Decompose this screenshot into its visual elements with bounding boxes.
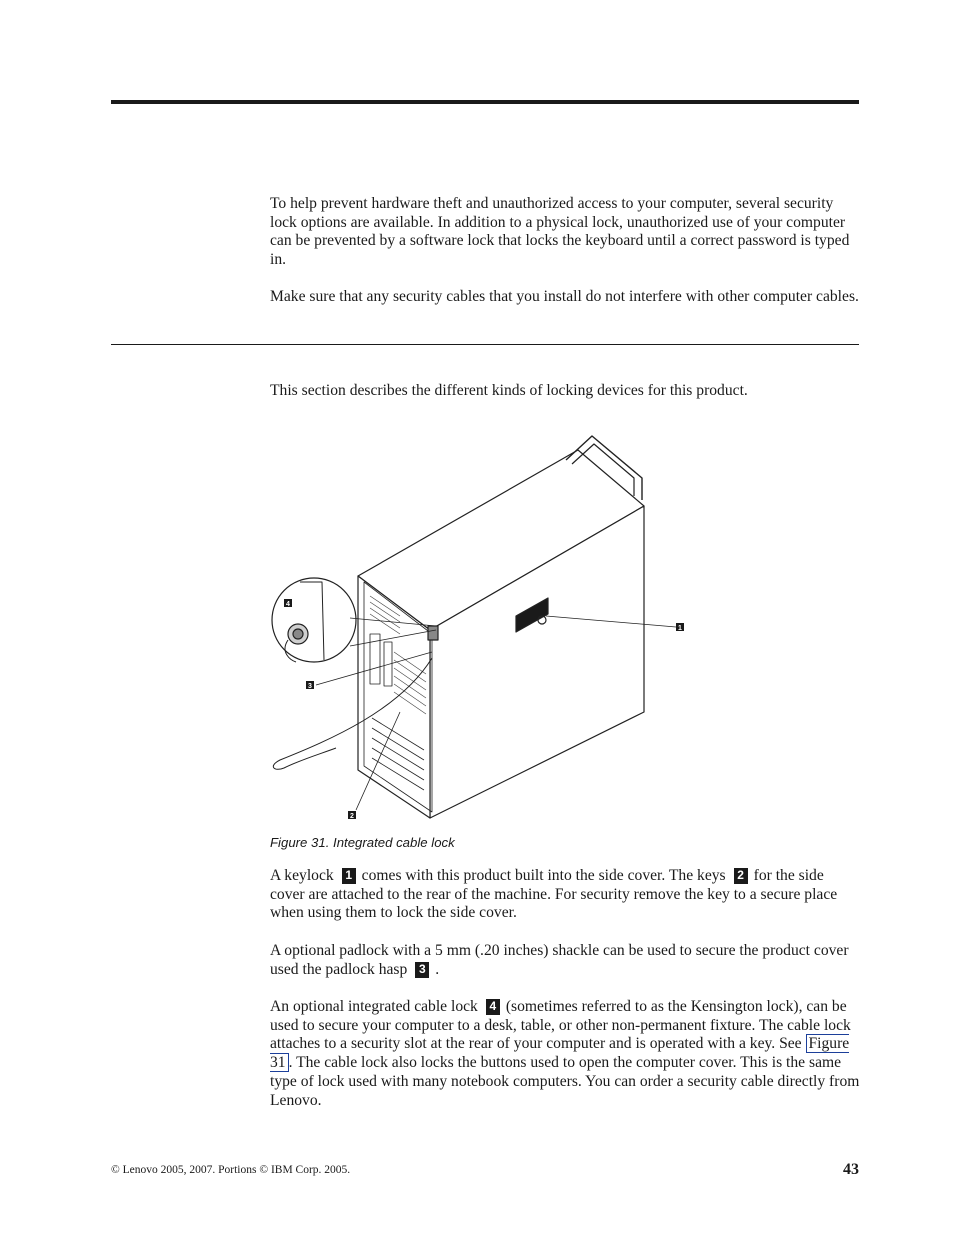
callout-3: 3 (308, 683, 312, 690)
keylock-text-c: for the side cover are attached to the rear of the machine. For security remove the key to a secure place when using them to lock the side cover. (270, 867, 838, 922)
padlock-paragraph (270, 942, 862, 979)
header-rule (111, 100, 859, 104)
keylock-text-a: A keylock (270, 867, 334, 884)
copyright-footer: © Lenovo 2005, 2007. Portions © IBM Corp. 2005. (111, 1164, 351, 1176)
padlock-hasp (428, 626, 438, 640)
callout-badge-2: 2 (734, 868, 748, 884)
section-divider (111, 344, 859, 345)
page-number: 43 (843, 1161, 859, 1178)
cable-text-c: . The cable lock also locks the buttons used to open the computer cover. This is the same type of lock used with many notebook computers. You can order a security cable directly from Lenovo. (270, 1054, 860, 1109)
keylock-text-b: comes with this product built into the side cover. The keys (361, 867, 726, 884)
cable-text-a: An optional integrated cable lock (270, 998, 478, 1015)
cable-text-b: (sometimes referred to as the Kensington lock), can be used to secure your computer to a desk, table, or other non-permanent fixture. The cable lock attaches to a security slot at the rear of your computer and is operated with a key. See (270, 998, 851, 1053)
intro-paragraph-2: Make sure that any security cables that you install do not interfere with other computer cables. (270, 288, 859, 305)
callout-badge-1: 1 (342, 868, 356, 884)
padlock-text-a: A optional padlock with a 5 mm (.20 inches) shackle can be used to secure the product cover used the padlock hasp (270, 942, 849, 978)
integrated-cable-lock-figure (260, 420, 720, 830)
intro-paragraph-1: To help prevent hardware theft and unauthorized access to your computer, several security lock options are available. In addition to a physical lock, unauthorized use of your computer can be prevented by a software lock that locks the keyboard until a correct password is typed in. (270, 195, 850, 269)
callout-2: 2 (350, 813, 354, 820)
callout-badge-3: 3 (415, 962, 429, 978)
callout-1: 1 (678, 625, 682, 632)
callout-4: 4 (286, 601, 290, 608)
figure-caption: Figure 31. Integrated cable lock (270, 835, 455, 850)
tower-body (358, 450, 644, 818)
keylock-paragraph (270, 867, 862, 923)
padlock-text-b: . (435, 960, 440, 978)
cable-lock-detail (272, 578, 356, 662)
cable-lock-paragraph (270, 998, 862, 1110)
figure-31-link[interactable]: Figure 31 (270, 1035, 850, 1072)
section-paragraph: This section describes the different kinds of locking devices for this product. (270, 382, 748, 399)
callout-badge-4: 4 (486, 999, 500, 1015)
